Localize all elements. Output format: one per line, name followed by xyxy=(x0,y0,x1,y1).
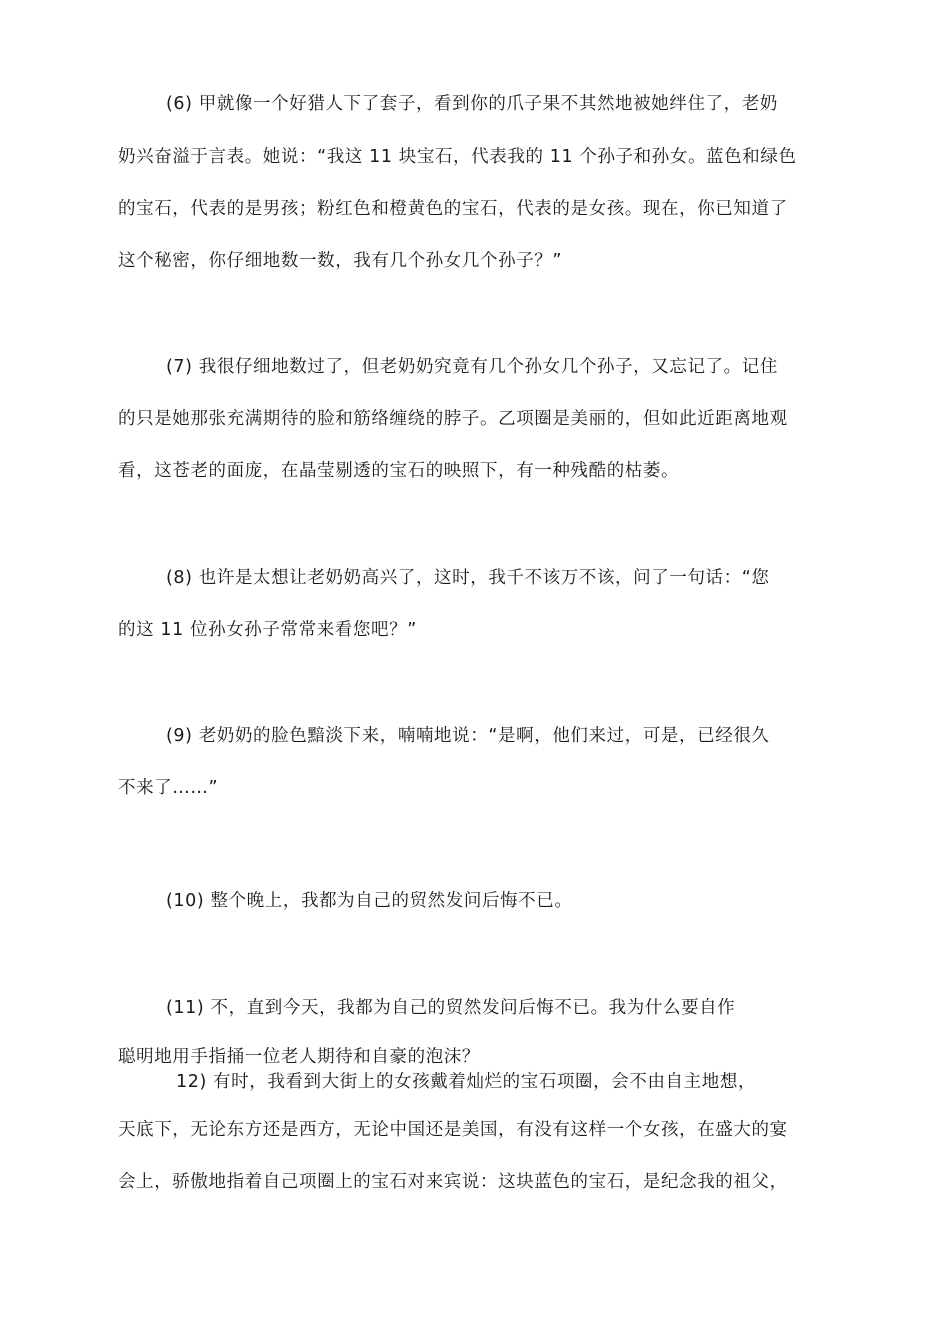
paragraph-9-line-1: (9) 老奶奶的脸色黯淡下来，喃喃地说：“是啊，他们来过，可是，已经很久 xyxy=(166,726,770,746)
paragraph-12-line-2: 天底下，无论东方还是西方，无论中国还是美国，有没有这样一个女孩，在盛大的宴 xyxy=(118,1120,788,1140)
paragraph-7-line-2: 的只是她那张充满期待的脸和筋络缠绕的脖子。乙项圈是美丽的，但如此近距离地观 xyxy=(118,409,788,429)
paragraph-6-line-1: (6) 甲就像一个好猎人下了套子，看到你的爪子果不其然地被她绊住了，老奶 xyxy=(166,94,778,114)
paragraph-11-line-1: (11) 不，直到今天，我都为自己的贸然发问后悔不已。我为什么要自作 xyxy=(166,998,736,1018)
paragraph-7-line-1: (7) 我很仔细地数过了，但老奶奶究竟有几个孙女几个孙子，又忘记了。记住 xyxy=(166,357,778,377)
paragraph-8-line-2: 的这 11 位孙女孙子常常来看您吧？” xyxy=(118,620,417,640)
paragraph-9-line-2: 不来了……” xyxy=(118,778,219,798)
paragraph-7-line-3: 看，这苍老的面庞，在晶莹剔透的宝石的映照下，有一种残酷的枯萎。 xyxy=(118,461,680,481)
paragraph-8-line-1: (8) 也许是太想让老奶奶高兴了，这时，我千不该万不该，问了一句话：“您 xyxy=(166,568,770,588)
paragraph-6-line-4: 这个秘密，你仔细地数一数，我有几个孙女几个孙子？” xyxy=(118,251,563,271)
paragraph-6-line-3: 的宝石，代表的是男孩；粉红色和橙黄色的宝石，代表的是女孩。现在，你已知道了 xyxy=(118,199,788,219)
paragraph-10-line-1: (10) 整个晚上，我都为自己的贸然发问后悔不已。 xyxy=(166,891,573,911)
paragraph-11-line-2: 聪明地用手指捅一位老人期待和自豪的泡沫？ xyxy=(118,1047,480,1067)
paragraph-12-line-3: 会上，骄傲地指着自己项圈上的宝石对来宾说：这块蓝色的宝石，是纪念我的祖父， xyxy=(118,1172,788,1192)
paragraph-6-line-2: 奶兴奋溢于言表。她说：“我这 11 块宝石，代表我的 11 个孙子和孙女。蓝色和绿色 xyxy=(118,147,797,167)
paragraph-12-line-1: 12) 有时，我看到大街上的女孩戴着灿烂的宝石项圈，会不由自主地想， xyxy=(176,1072,757,1092)
